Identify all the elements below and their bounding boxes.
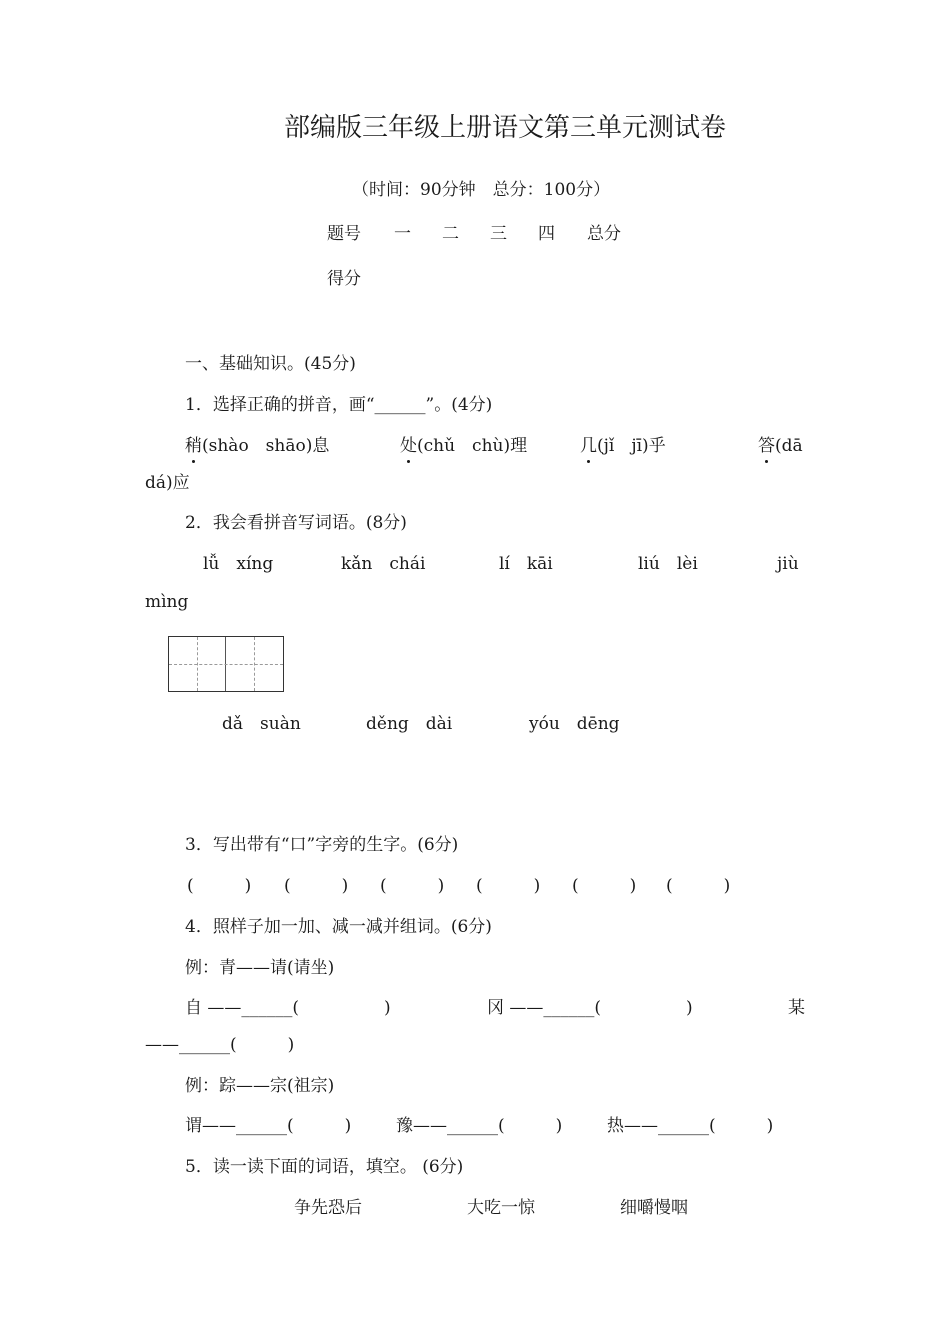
- q5-word-1: 争先恐后: [294, 1198, 362, 1218]
- q2-pinyin-5-wrap: mìng: [145, 592, 189, 612]
- q2-pinyin-2: kǎn chái: [341, 554, 426, 574]
- q1-item-4-char: 答: [758, 436, 775, 456]
- q1-item-1-tail: 息: [312, 436, 330, 456]
- q5-word-2: 大吃一惊: [467, 1198, 535, 1218]
- q2-pinyin-3: lí kāi: [499, 554, 553, 574]
- q3-blank-3[interactable]: ( ): [380, 876, 445, 896]
- q3-blank-2[interactable]: ( ): [284, 876, 349, 896]
- q4-item-4[interactable]: 谓——______( ): [185, 1116, 352, 1136]
- q1-item-3: [580, 436, 666, 456]
- score-table-header-label: 题号: [327, 224, 361, 244]
- q1-item-1-char: 稍: [185, 436, 202, 456]
- score-table-row-label: 得分: [327, 269, 361, 289]
- q4-item-3-wrap[interactable]: ——______( ): [145, 1035, 295, 1055]
- q3-blank-4[interactable]: ( ): [476, 876, 541, 896]
- writing-grid[interactable]: [168, 636, 284, 692]
- q2-prompt: 2．我会看拼音写词语。(8分): [185, 513, 407, 533]
- q1-item-2-options[interactable]: (chǔ chù): [417, 436, 511, 456]
- q1-item-3-char: 几: [580, 436, 597, 456]
- q4-example-2: 例：踪——宗(祖宗): [185, 1076, 335, 1096]
- q3-blank-5[interactable]: ( ): [572, 876, 637, 896]
- q5-word-3: 细嚼慢咽: [620, 1198, 688, 1218]
- q1-item-4-wrap: dá)应: [145, 473, 190, 493]
- q1-item-1-options[interactable]: (shào shāo): [202, 436, 313, 456]
- q4-example-1: 例：青——请(请坐): [185, 958, 335, 978]
- q2-pinyin-4: liú lèi: [638, 554, 698, 574]
- q4-item-3: 某: [788, 998, 805, 1018]
- q1-item-3-options[interactable]: (jǐ jī): [597, 436, 649, 456]
- q2-pinyin-8: yóu dēng: [529, 714, 620, 734]
- q1-item-1: [185, 436, 329, 456]
- q3-blank-6[interactable]: ( ): [666, 876, 731, 896]
- q5-prompt: 5．读一读下面的词语，填空。 (6分): [185, 1157, 464, 1177]
- q1-item-2-char: 处: [400, 436, 417, 456]
- page-title: 部编版三年级上册语文第三单元测试卷: [283, 113, 726, 143]
- q2-pinyin-7: děng dài: [366, 714, 453, 734]
- q4-item-5[interactable]: 豫——______( ): [396, 1116, 563, 1136]
- q3-prompt: 3．写出带有“口”字旁的生字。(6分): [185, 835, 459, 855]
- q1-item-2-tail: 理: [510, 436, 528, 456]
- subtitle: （时间：90分钟 总分：100分）: [352, 180, 611, 200]
- q1-item-3-tail: 乎: [648, 436, 666, 456]
- score-table-col-2: 二: [442, 224, 459, 244]
- score-table-col-total: 总分: [587, 224, 621, 244]
- section1-heading: 一、基础知识。(45分): [185, 354, 356, 374]
- score-table-col-1: 一: [394, 224, 411, 244]
- q2-pinyin-1: lǚ xíng: [203, 554, 274, 574]
- score-table-col-4: 四: [538, 224, 555, 244]
- q1-prompt: 1．选择正确的拼音，画“______”。(4分): [185, 395, 493, 415]
- q1-item-4-options[interactable]: (dā: [775, 436, 803, 456]
- grid-dash-h: [169, 664, 283, 665]
- q1-item-4: [758, 436, 803, 456]
- q4-item-1[interactable]: 自 ——______( ): [185, 998, 391, 1018]
- q4-item-2[interactable]: 冈 ——______( ): [487, 998, 693, 1018]
- q4-prompt: 4．照样子加一加、减一减并组词。(6分): [185, 917, 492, 937]
- q3-blank-1[interactable]: ( ): [187, 876, 252, 896]
- q2-pinyin-5: jiù: [777, 554, 799, 574]
- q1-item-2: [400, 436, 527, 456]
- q4-item-6[interactable]: 热——______( ): [607, 1116, 774, 1136]
- q2-pinyin-6: dǎ suàn: [222, 714, 301, 734]
- score-table-col-3: 三: [490, 224, 507, 244]
